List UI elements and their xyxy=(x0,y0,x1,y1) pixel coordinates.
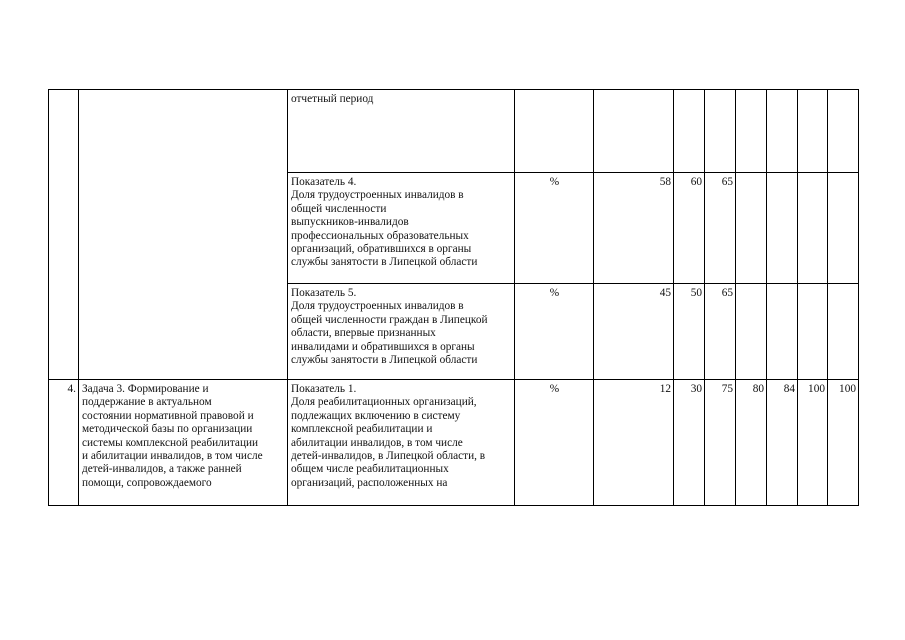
indicator-text: общей численности xyxy=(291,202,387,215)
indicator-cell xyxy=(288,173,515,284)
value-cell xyxy=(828,284,859,380)
indicator-text: общем числе реабилитационных xyxy=(291,463,449,476)
value-cell xyxy=(828,173,859,284)
indicator-text: области, впервые признанных xyxy=(291,327,436,340)
unit-cell: % xyxy=(515,284,594,380)
table-row xyxy=(49,380,859,506)
indicator-cell xyxy=(288,380,515,506)
task-text: состоянии нормативной правовой и xyxy=(82,409,254,422)
value-cell: 60 xyxy=(674,173,705,284)
indicator-text: организаций, обратившихся в органы xyxy=(291,243,472,256)
indicator-text: абилитации инвалидов, в том числе xyxy=(291,436,463,449)
value-cell: 58 xyxy=(594,173,674,284)
unit-cell: % xyxy=(515,173,594,284)
task-text: помощи, сопровождаемого xyxy=(82,476,212,489)
value-cell: 65 xyxy=(705,284,736,380)
value-cell: 75 xyxy=(705,380,736,506)
task-text: поддержание в актуальном xyxy=(82,396,212,409)
task-cell xyxy=(79,380,288,506)
indicator-text: отчетный период xyxy=(291,93,374,105)
indicator-text: Показатель 1. xyxy=(291,383,357,395)
value-cell xyxy=(705,90,736,173)
row-number-cell xyxy=(49,90,79,380)
value-cell: 80 xyxy=(736,380,767,506)
value-cell xyxy=(767,173,798,284)
indicator-text: детей-инвалидов, в Липецкой области, в xyxy=(291,450,486,463)
value-cell: 100 xyxy=(828,380,859,506)
task-text: системы комплексной реабилитации xyxy=(82,436,259,449)
indicator-text: Показатель 5. xyxy=(291,287,357,299)
value-cell xyxy=(594,90,674,173)
indicator-text: Доля трудоустроенных инвалидов в xyxy=(291,300,464,313)
indicator-text: профессиональных образовательных xyxy=(291,229,469,242)
value-cell xyxy=(767,90,798,173)
task-text: и абилитации инвалидов, в том числе xyxy=(82,450,263,463)
value-cell: 30 xyxy=(674,380,705,506)
indicator-text: организаций, расположенных на xyxy=(291,476,448,489)
indicators-table xyxy=(48,89,859,506)
value-cell: 50 xyxy=(674,284,705,380)
value-cell: 45 xyxy=(594,284,674,380)
value-cell xyxy=(736,90,767,173)
task-text: методической базы по организации xyxy=(82,423,253,436)
value-cell: 84 xyxy=(767,380,798,506)
value-cell xyxy=(767,284,798,380)
value-cell: 100 xyxy=(798,380,828,506)
task-text: детей-инвалидов, а также ранней xyxy=(82,463,242,476)
value-cell xyxy=(736,173,767,284)
indicator-text: общей численности граждан в Липецкой xyxy=(291,313,488,326)
indicator-text: службы занятости в Липецкой области xyxy=(291,354,478,367)
task-text: Задача 3. Формирование и xyxy=(82,383,209,395)
value-cell xyxy=(798,90,828,173)
task-cell xyxy=(79,90,288,380)
indicator-text: Доля трудоустроенных инвалидов в xyxy=(291,189,464,202)
indicator-text: службы занятости в Липецкой области xyxy=(291,256,478,269)
value-cell xyxy=(798,173,828,284)
indicator-text: Показатель 4. xyxy=(291,176,357,188)
table-row xyxy=(49,90,859,173)
value-cell xyxy=(674,90,705,173)
value-cell xyxy=(828,90,859,173)
value-cell xyxy=(798,284,828,380)
row-number-cell: 4. xyxy=(49,380,79,506)
indicator-text: инвалидами и обратившихся в органы xyxy=(291,340,475,353)
unit-cell xyxy=(515,90,594,173)
indicator-text: подлежащих включению в систему xyxy=(291,409,461,422)
indicator-text: выпускников-инвалидов xyxy=(291,216,409,229)
indicator-text: комплексной реабилитации и xyxy=(291,423,433,436)
indicator-text: Доля реабилитационных организаций, xyxy=(291,396,477,409)
indicator-cell xyxy=(288,284,515,380)
value-cell xyxy=(736,284,767,380)
unit-cell: % xyxy=(515,380,594,506)
indicator-cell xyxy=(288,90,515,173)
value-cell: 12 xyxy=(594,380,674,506)
value-cell: 65 xyxy=(705,173,736,284)
